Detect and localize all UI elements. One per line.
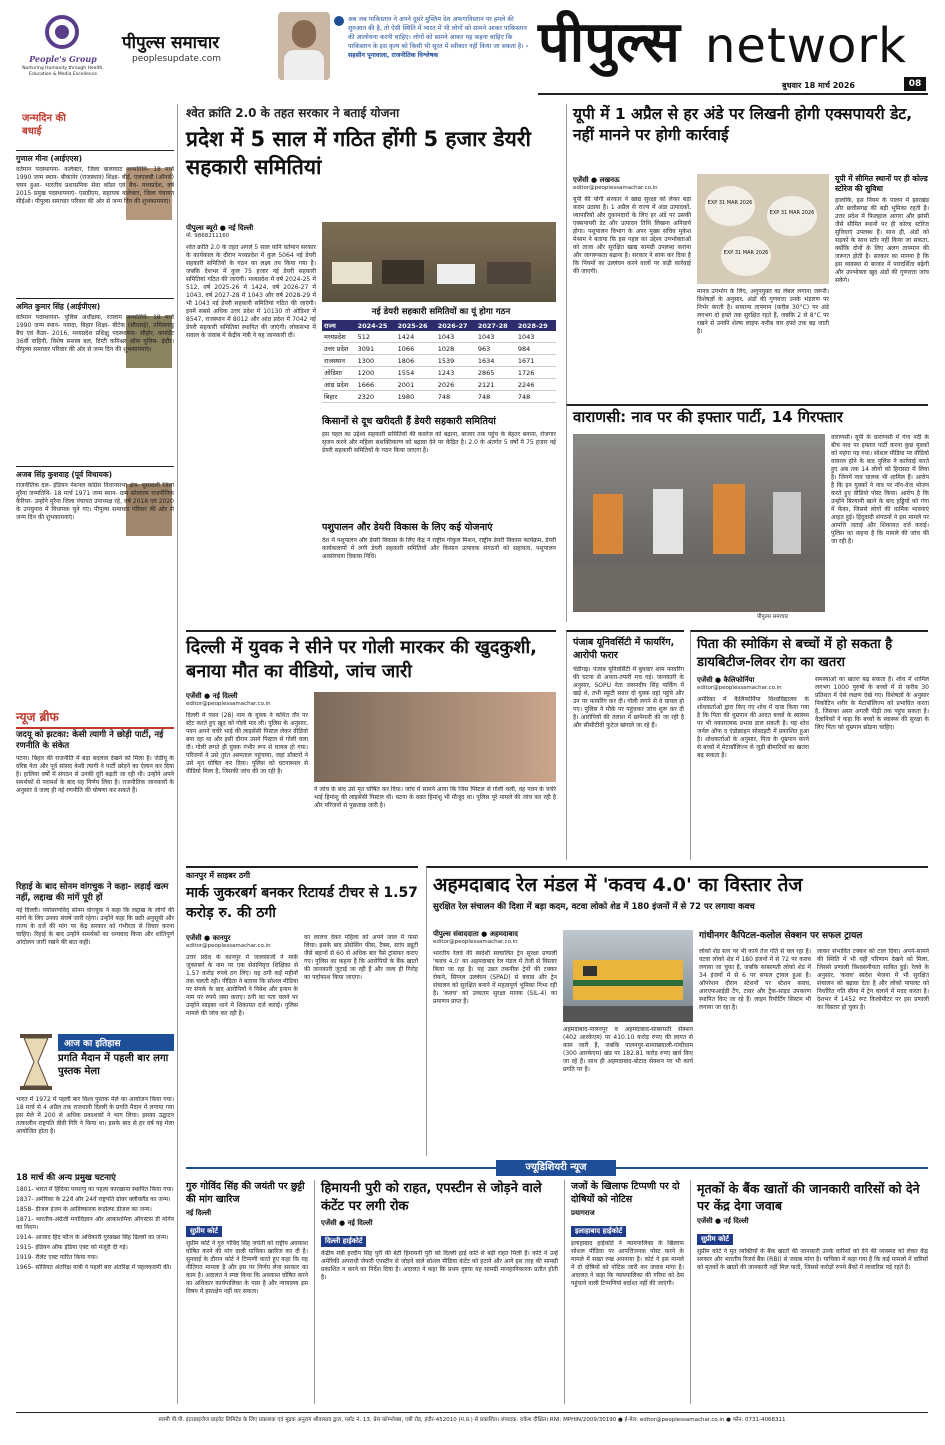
table-cell: 1243 [436,367,476,379]
table-cell: बिहार [322,391,356,403]
table-cell: 1300 [356,355,396,367]
table-cell: 2026 [436,379,476,391]
dairy-headline: प्रदेश में 5 साल में गठित होंगी 5 हजार डेयरी सहकारी समितियां [186,127,531,179]
group-logo-icon [42,12,82,52]
footer [16,1412,928,1430]
judiciary-headline: मृतकों के बैंक खातों की जानकारी वारिसों को देने पर केंद्र देगा जवाब [697,1181,920,1213]
dairy-byline [186,224,316,241]
quote-author-photo [278,12,330,80]
kavach-sidebar [699,930,929,1152]
eggs-side-body: हालांकि, इस नियम के पालन में झारखंड और छत्तीसगढ़ की बड़ी भूमिका रहती है। उत्तर प्रदेश में फिलहाल आगरा और झांसी जैसे सीमित स्थानों पर ही कोल्ड स्टोरेज सुविधाएं उपलब्ध हैं। साथ ही, अंडों को सड़कों के साथ स्टोर नहीं किया जा सकता, क्योंकि दोनों के लिए अलग तापमान की जरूरत होती है। सरकार का मानना है कि इस व्यवस्था से बाजार में पारदर्शिता बढ़ेगी और उपभोक्ता खुद अंडों की गुणवत्ता जांच सकेंगे। [835,197,929,284]
dairy-sub2 [322,522,556,622]
birthday-title: जन्मदिन की बधाई [22,113,66,137]
egg: EXP 31 MAR 2026 [721,236,771,276]
table-cell: 2246 [516,379,556,391]
smoking-body-2: समस्याओं का खतरा बढ़ सकता है। शोध में शामिल लगभग 1000 पुरुषों के बच्चों में से करीब 30 प्रतिशत में ऐसे लक्षण देखे गए। विशेषज्ञों के अनुसार निकोटिन शरीर के मेटाबॉलिज्म को प्रभावित करता है, जिसका असर अगली पीढ़ी तक पहुंच सकता है। वैज्ञानिकों ने कहा कि बच्चों के स्वास्थ्य की सुरक्षा के लिए पिता को धूम्रपान छोड़ना चाहिए। [815,676,929,731]
quote-mark-icon [334,16,344,26]
table-row [322,355,556,367]
history-events-list [16,1186,174,1402]
delhi-story [186,630,556,860]
birthday-person-name: अमित कुमार सिंह (आईपीएस) [16,302,101,311]
judiciary-body: सुप्रीम कोर्ट ने गुरु गोविंद सिंह जयंती को राष्ट्रीय अवकाश घोषित करने की मांग वाली याचिका खारिज कर दी है। सुनवाई के दौरान कोर्ट ने टिप्पणी करते हुए कहा कि यह नीतिगत मामला है और इस पर निर्णय लेना सरकार का काम है। अदालत ने स्पष्ट किया कि अवकाश घोषित करने का अधिकार कार्यपालिका के पास है और न्यायालय इस विषय में हस्तक्षेप नहीं कर सकता। [186,1240,308,1295]
table-cell: 1554 [396,367,436,379]
delhi-email[interactable]: editor@peoplessamachar.co.in [186,701,271,707]
dairy-sub1-headline: किसानों से दूध खरीदती हैं डेयरी सहकारी समितियां [322,416,496,427]
table-cell: 1666 [356,379,396,391]
table-cell: 512 [356,331,396,343]
delhi-headline: दिल्ली में युवक ने सीने पर गोली मारकर की खुदकुशी, बनाया मौत का वीडियो, जांच जारी [186,637,538,682]
punjab-headline: पंजाब यूनिवर्सिटी में फायरिंग, आरोपी फरार [573,637,675,661]
dairy-sub1 [322,416,556,516]
birthday-person-name: अजब सिंह कुशवाह (पूर्व विधायक) [16,470,113,479]
history-event: 1915- इंडियन ऑफ इंडिया एक्ट को मंजूरी दी गई। [16,1244,128,1251]
kavach-email[interactable]: editor@peoplessamachar.co.in [433,939,518,945]
kavach-side-body-2: लाकर संभावित टक्कर को टाल दिया। अपने-सामने की स्थिति में भी यही परिणाम देखने को मिला, जिससे प्रणाली विश्वसनीयता साबित हुई। रेलवे के अनुसार, 'कवच' स्वदेश भेजना में भी सुरक्षित संचालन को बढ़ावा देता है और लोको पायलट को निर्धारित गति सीमा में ट्रेन चलाने में मदद करता है। देशभर में 1452 रूट किलोमीटर पर इस प्रणाली का विस्तार हो चुका है। [817,948,929,1011]
smoking-email[interactable]: editor@peoplessamachar.co.in [697,685,782,691]
dairy-story [186,104,556,624]
judiciary-item-1 [186,1180,308,1404]
delhi-byline-block [186,692,308,709]
history-event: 1871- भारतीय-अंग्रेजी मनोविज्ञान और आकाशमिक ऑगस्टस डी मोर्गन का निधन। [16,1216,174,1231]
table-cell: 748 [436,391,476,403]
history-section [16,1032,174,1404]
judiciary-court-tag: दिल्ली हाईकोर्ट [321,1236,366,1247]
kavach-byline: पीपुल्स संवाददाता ● अहमदाबाद [433,930,518,938]
kanpur-story [186,866,418,1156]
kavach-photo [563,930,693,1022]
judiciary-headline: जजों के खिलाफ टिप्पणी पर दो दोषियों को नोटिस [571,1181,680,1205]
birthday-person-name: गुणाल मीना (आईएएस) [16,154,82,163]
dairy-sub2-body: देश में पशुपालन और डेयरी विकास के लिए केंद्र ने राष्ट्रीय गोकुल मिशन, राष्ट्रीय डेयरी विकास कार्यक्रम, डेयरी कार्यकलापों में लगी डेयरी सहकारी समितियों और किसान उत्पादक संगठनों को सहायता, पशुपालन अवसंरचना विकास निधि। [322,537,556,560]
dairy-mobile: मो. 9868211160 [186,233,230,239]
kavach-subhead: सुरक्षित रेल संचालन की दिशा में बड़ा कदम, वटवा लोको शेड में 180 इंजनों में से 72 पर लगाया कवच [433,902,755,912]
table-header: 2028-29 [516,320,556,331]
masthead [0,0,945,100]
birthday-divider [16,150,174,151]
kanpur-email[interactable]: editor@peoplessamachar.co.in [186,943,271,949]
judiciary-headline: हिमायनी पुरी को राहत, एपस्टीन से जोड़ने वाले कंटेंट पर लगी रोक [321,1181,542,1214]
left-sidebar [16,104,178,1404]
table-header-row [322,320,556,331]
kavach-body: भारतीय रेलवे की स्वदेशी स्वचालित ट्रेन सुरक्षा प्रणाली 'कवच 4.0' का अहमदाबाद रेल मंडल में तेजी से विस्तार किया जा रहा है। यह उन्नत तकनीक ट्रेनों की टक्कर रोकने, सिग्नल उल्लंघन (SPAD) से बचाव और ट्रेन संचालन को सुरक्षित बनाने में महत्वपूर्ण भूमिका निभा रही है। 'कवच' को उच्चतम सुरक्षा मानक (SIL-4) का प्रमाणन प्राप्त है। [433,950,557,1005]
table-header: 2024-25 [356,320,396,331]
birthday-person-bio: वर्तमान पदस्थापना- पुलिस अधीक्षक, रतलाम जन्मतिथि- 18 मार्च 1990 जन्म स्थान- नवादा, बिहार शिक्षा- बीटेक (सीएसई), तमिलनाडु बैच एवं कैडर- 2016, मध्यप्रदेश प्रशिक्षु पदस्थापना- सीहोर, कमांडेंट 36वीं वाहिनी, विशेष सशस्त्र बल, डिप्टी कमिश्नर ऑफ पुलिस- इंदौर। पीपुल्स समाचार परिवार की ओर से जन्म दिन की शुभकामनाएं। [16,314,174,353]
eggs-story [566,104,928,434]
eggs-photo [697,174,829,284]
date: बुधवार 18 मार्च 2026 [782,81,855,90]
history-body: भारत में 1972 में पहली बार विश्व पुस्तक मेले का आयोजन किया गया। 18 मार्च से 4 अप्रैल तक राजधानी दिल्ली के प्रगति मैदान में लगाया गया इस मेले में 200 से अधिक प्रकाशकों ने भाग लिया। इसका उद्घाटन तत्कालीन राष्ट्रपति वीवी गिरि ने किया था। इसके बाद से हर वर्ष यह मेला आयोजित होता है। [16,1096,174,1135]
birthday-person-bio: वर्तमान पदस्थापना- कलेक्टर, जिला बालाघाट जन्मतिथि- 18 मार्च 1990 जन्म स्थान- बीकानेर (राजस्थान) शिक्षा- बीई, एलएलबी (ऑनर्स) चयन हुआ- भारतीय प्रशासनिक सेवा कॉडर एवं बैच- मध्यप्रदेश, वर्ष 2015 प्रमुख पदस्थापनाएं- एसडीएम, सहायक कलेक्टर, जिला पंचायत सीईओ। पीपुल्स समाचार परिवार की ओर से जन्म दिन की शुभकामनाएं। [16,166,174,205]
masthead-rule [538,93,928,95]
history-event: 1801- भारत में हिंदिया परमाणु का पहला कारखाना स्थापित किया गया। [16,1186,174,1193]
eggs-body: यूपी की योगी सरकार ने खाद्य सुरक्षा को लेकर बड़ा कदम उठाया है। 1 अप्रैल से राज्य में अंडा उत्पादकों, व्यापारियों और दुकानदारों के लिए हर अंडे पर उसकी एक्सपायरी डेट और उत्पादन तिथि लिखना अनिवार्य होगा। पशुपालन विभाग के अपर मुख्य सचिव मुकेश मेश्राम ने बताया कि इस पहल का उद्देश्य उपभोक्ताओं को ताजा और सुरक्षित खाद्य सामग्री उपलब्ध कराना और जागरूकता बढ़ाना है। सरकार ने साफ कर दिया है कि नियमों का उल्लंघन करने वालों पर कड़ी कार्रवाई की जाएगी। [573,196,691,275]
group-tagline: Nurturing Humanity through Health, Education & Media Excellence [22,66,104,77]
judiciary-court-tag: इलाहाबाद हाईकोर्ट [571,1226,626,1237]
kanpur-body-2: का लालच देकर महिला को अपने जाल में फंसा लिया। इसके बाद प्रोसेसिंग फीस, टैक्स, स्टांप ड्यूटी जैसे बहानों से 60 से अधिक बार पैसे ट्रांसफर कराए गए। पुलिस का कहना है कि आरोपियों के बैंक खातों की जानकारी जुटाई जा रही है और जल्द ही गिरोह का पर्दाफाश किया जाएगा। [304,934,418,981]
table-row [322,367,556,379]
judiciary-headline: गुरु गोविंद सिंह की जयंती पर छुट्टी की मांग खारिज [186,1181,305,1205]
brief-headline: रिहाई के बाद सोनम वांगचुक ने कहा- लड़ाई खत्म नहीं, लद्दाख की मांगें पूरी हों [16,882,169,903]
brief-item [16,882,174,1028]
table-cell: उत्तर प्रदेश [322,343,356,355]
delhi-photo [314,692,556,782]
dairy-table-title: नई डेयरी सहकारी समितियों का यूं होगा गठन [371,307,511,317]
table-cell: ओडिशा [322,367,356,379]
hourglass-icon [16,1032,56,1092]
punjab-body: चंडीगढ़। पंजाब यूनिवर्सिटी में बुधवार शाम फायरिंग की घटना से अफरा-तफरी मच गई। जानकारी के अनुसार, SOPU नेता जसनदीप सिंह पार्किंग में खड़े थे, तभी स्कूटी सवार दो युवक वहां पहुंचे और उन पर फायरिंग कर दी। गोली लगने से वे घायल हो गए। पुलिस ने मौके पर पहुंचकर जांच शुरू कर दी है। आरोपियों की तलाश में छापेमारी की जा रही है और सीसीटीवी फुटेज खंगाले जा रहे हैं। [573,666,684,729]
dairy-sub2-headline: पशुपालन और डेयरी विकास के लिए कई योजनाएं [322,522,493,533]
brief-body: पटना। बिहार की राजनीति में बड़ा बदलाव देखने को मिला है। जेडीयू के वरिष्ठ नेता और पूर्व सांसद केसी त्यागी ने पार्टी छोड़ने का ऐलान कर दिया है। हालिया वर्षों में संगठन से उनकी दूरी बढ़ती जा रही थी। उन्होंने अपने समर्थकों से परामर्श के बाद यह निर्णय लिया है। राजनीतिक जानकारों के अनुसार वे जल्द ही नई रणनीति की घोषणा कर सकते हैं। [16,755,174,794]
table-cell: 1671 [516,355,556,367]
judiciary-band [186,1160,928,1176]
table-cell: 1424 [396,331,436,343]
judiciary-band-title: ज्यूडिशियरी न्यूज [496,1160,616,1176]
history-event: 1965- सोवियत अंतरिक्ष यात्री ने पहली बार अंतरिक्ष में चहलकदमी की। [16,1264,172,1271]
table-cell: 1980 [396,391,436,403]
table-header: 2027-28 [476,320,516,331]
table-header: 2025-26 [396,320,436,331]
brand-english: network [705,18,907,74]
dairy-body: श्वेत क्रांति 2.0 के तहत अगले 5 साल यानि वर्तमान सरकार के कार्यकाल के दौरान मध्यप्रदेश में कुल 5064 नई डेयरी सहकारी समितियों के गठन का लक्ष्य तय किया गया है। जबकि देशभर में कुल 75 हजार नई डेयरी सहकारी समितियां गठित की जाएंगी। मध्यप्रदेश में वर्ष 2024-25 में 512, वर्ष 2025-26 में 1424, वर्ष 2026-27 में 1043, वर्ष 2027-28 में 1043 और वर्ष 2028-29 में भी 1043 नई डेयरी सहकारी समितियां गठित की जाएंगी। इनमें सबसे अधिक उत्तर प्रदेश में 10130 तो ओडिशा में 8547, राजस्थान में 8012 और आंध्र प्रदेश में 7042 नई डेयरी सहकारी समितियां स्थापित की जाएंगी। लोकसभा में सवाल के जवाब में केंद्रीय मंत्री ने यह जानकारी दी। [186,244,316,339]
table-cell: राजस्थान [322,355,356,367]
table-header: 2026-27 [436,320,476,331]
page-number: 08 [904,77,926,91]
table-cell: 2121 [476,379,516,391]
history-event: 1837- अमेरिका के 22वें और 24वें राष्ट्रपति ग्रोवर क्लीवलैंड का जन्म। [16,1196,171,1203]
judiciary-item-3 [564,1180,684,1404]
table-cell: 984 [516,343,556,355]
birthday-section [16,104,174,704]
kanpur-kicker: कानपुर में साइबर ठगी [186,871,251,880]
kavach-headline: अहमदाबाद रेल मंडल में 'कवच 4.0' का विस्तार तेज [433,874,803,896]
smoking-body: अमेरिका में कैलिफोर्निया विश्वविद्यालय के शोधकर्ताओं द्वारा किए गए शोध में दावा किया गया है कि पिता की धूम्रपान की आदत बच्चों के स्वास्थ्य पर भी नकारात्मक प्रभाव डाल सकती है। यह शोध जर्नल ऑफ द एंडोक्राइन सोसाइटी में प्रकाशित हुआ है। शोधकर्ताओं के अनुसार, पिता के धूम्रपान करने से बच्चों में मेटाबॉलिज्म से जुड़ी बीमारियों का खतरा बढ़ सकता है। [697,696,809,759]
table-cell: 1028 [436,343,476,355]
table-row [322,331,556,343]
judiciary-item-4 [690,1180,928,1404]
history-title: आज का इतिहास [58,1034,174,1051]
kanpur-body: उत्तर प्रदेश के कानपुर में जालसाजों ने मार्क जुकरबर्ग के नाम पर एक सेवानिवृत्त शिक्षिका से 1.57 करोड़ रुपये ठग लिए। यह ठगी कई महीनों तक चलती रही। पीड़िता ने बताया कि सोशल मीडिया पर संपर्क के बाद आरोपियों ने निवेश और इनाम के नाम पर रुपये जमा कराए। ठगी का पता चलने पर उन्होंने साइबर थाने में शिकायत दर्ज कराई। पुलिस मामले की जांच कर रही है। [186,954,298,1017]
table-cell: मध्यप्रदेश [322,331,356,343]
table-cell: 2001 [396,379,436,391]
dairy-photo [322,222,556,302]
table-cell: आंध्र प्रदेश [322,379,356,391]
kanpur-byline-block [186,934,298,951]
delhi-body-2: ने जांच के बाद उसे मृत घोषित कर दिया। जांच में सामने आया कि जिस पिस्टल से गोली चली, वह पवन के चचेरे भाई हिमांशु की लाइसेंसी पिस्टल थी। घटना के वक्त हिमांशु भी मौजूद था। पुलिस पूरे मामले की जांच कर रही है और परिजनों से पूछताछ जारी है। [314,786,556,809]
judiciary-byline: नई दिल्ली [186,1209,212,1217]
brief-item [16,730,174,880]
history-event: 1919- रौलेट एक्ट पारित किया गया। [16,1254,98,1261]
egg: EXP 31 MAR 2026 [767,196,817,236]
table-row [322,343,556,355]
group-logo [18,12,108,92]
history-event: 1914- आजाद हिंद फौज के अधिकारी गुरबख्श सिंह ढिल्लों का जन्म। [16,1234,169,1241]
varanasi-body: वाराणसी। यूपी के वाराणसी में गंगा नदी के बीच नाव पर इफ्तार पार्टी करना कुछ युवकों को महंगा पड़ गया। सोशल मीडिया पर वीडियो वायरल होने के बाद पुलिस ने कार्रवाई करते हुए अब तक 14 लोगों को हिरासत में लिया है। जिनमें नाव चालक भी शामिल हैं। आरोप है कि इन युवकों ने नाव पर नॉन-वेज भोजन करते हुए वीडियो पोस्ट किया। आरोप है कि उन्होंने बिरयानी खाने के बाद हड्डियों को गंगा में फेंका, जिससे लोगों की धार्मिक भावनाएं आहत हुई। हिंदूवादी संगठनों ने इस मामले पर आपत्ति जताई और शिकायत दर्ज कराई। पुलिस का कहना है कि मामले की जांच की जा रही है। [831,434,929,545]
punjab-story [566,630,684,860]
judiciary-court-tag: सुप्रीम कोर्ट [697,1234,733,1245]
birthday-divider [16,466,174,467]
history-headline: प्रगति मैदान में पहली बार लगा पुस्तक मेला [58,1053,169,1077]
brief-headline: जदयू को झटका: केसी त्यागी ने छोड़ी पार्टी, नई रणनीति के संकेत [16,730,164,751]
judiciary-byline: प्रयागराज [571,1209,595,1217]
quote-text [348,15,530,85]
birthday-person-3 [16,470,174,696]
kavach-story [426,866,928,1156]
news-brief-title: न्यूज ब्रीफ [16,708,174,729]
table-row [322,379,556,391]
news-brief-section [16,708,174,1028]
kavach-byline-block [433,930,557,947]
judiciary-court-tag: सुप्रीम कोर्ट [186,1226,222,1237]
quote-body: अब जब पाकिस्तान ने अपने दूसरे मुस्लिम देश अफगानिस्तान पर हमले की शुरुआत की है, तो ऐसी स्थिति में भारत में भी लोगों को सामने आकर पाकिस्तान की आलोचना करनी चाहिए। लोगों को सामने आकर यह कहना चाहिए कि पाकिस्तान के इस कृत्य को किसी भी सूरत में स्वीकार नहीं किया जा सकता है। [348,16,527,50]
dairy-kicker: श्वेत क्रांति 2.0 के तहत सरकार ने बताई योजना [186,106,400,120]
table-cell: 1043 [436,331,476,343]
dairy-table [322,320,556,403]
varanasi-story [566,404,928,622]
delhi-body: दिल्ली में पवन (28) नाम के युवक ने कथित तौर पर स्टेट करते हुए खुद को गोली मार ली। पुलिस के अनुसार, पवन अपने चचेरे भाई की लाइसेंसी पिस्टल लेकर वीडियो बना रहा था और इसी दौरान उसने पिस्टल से गोली चला दी। गोली लगते ही युवक गंभीर रूप से घायल हो गया। परिजनों ने उसे तुरंत अस्पताल पहुंचाया, जहां डॉक्टरों ने उसे मृत घोषित कर दिया। पुलिस को घटनास्थल से वीडियो मिला है, जिसकी जांच की जा रही है। [186,712,308,775]
table-cell: 1806 [396,355,436,367]
paper-name: पीपुल्स समाचार [122,33,220,53]
eggs-side-headline: यूपी में सीमित स्थानों पर ही कोल्ड स्टोरेज की सुविधा [835,174,928,193]
table-cell: 1043 [516,331,556,343]
delhi-byline: एजेंसी ● नई दिल्ली [186,692,238,700]
eggs-headline: यूपी में 1 अप्रैल से हर अंडे पर लिखनी होगी एक्सपायरी डेट, नहीं मानने पर होगी कार्रवाई [573,105,913,144]
judiciary-body: सुप्रीम कोर्ट ने मृत व्यक्तियों के बैंक खातों की जानकारी उनके वारिसों को देने की व्यवस्था को लेकर केंद्र सरकार और भारतीय रिजर्व बैंक (RBI) से जवाब मांगा है। याचिका में कहा गया है कि कई मामलों में वारिसों को मृतकों के खातों की जानकारी नहीं मिल पाती, जिससे करोड़ों रुपये बैंकों में लावारिस पड़े रहते हैं। [697,1248,928,1271]
varanasi-headline: वाराणसी: नाव पर की इफ्तार पार्टी, 14 गिरफ्तार [573,408,843,426]
table-cell: 2320 [356,391,396,403]
history-events-title: 18 मार्च की अन्य प्रमुख घटनाएं [16,1173,116,1183]
smoking-byline: एजेंसी ● कैलिफोर्निया [697,676,755,684]
eggs-sidebar [835,174,929,392]
eggs-body-2: मानव उपभोग के लिए, अनुपयुक्त का लेबल लगाना जरूरी। विशेषज्ञों के अनुसार, अंडों की गुणवत्ता उनके भंडारण पर निर्भर करती है। सामान्य तापमान (करीब 30°C) पर अंडे लगभग दो हफ्ते तक सुरक्षित रहते हैं, जबकि 2 से 8°C पर रखने से उनकी शेल्फ लाइफ करीब चार हफ्ते तक बढ़ जाती है। [697,288,829,335]
smoking-byline-block [697,676,809,693]
history-event: 1858- डीजल इंजन के आविष्कारक रूडोल्फ डीजल का जन्म। [16,1206,152,1213]
group-name: People's Group [29,54,97,64]
varanasi-photo [573,434,825,612]
table-cell: 2865 [476,367,516,379]
kavach-side-body: लोको शेड स्तर पर भी कार्य तेज गति से चल रहा है। वटवा लोको शेड में 180 इंजनों में से 72 पर कवच लगाया जा चुका है, जबकि साबरमती लोको शेड में 34 इंजनों में से 6 पर सफल ट्रायल हुआ है। ऑपरेशन दौरान स्टेशनों पर स्टेशन कवच, आरएफआईडी टैग, टावर और ट्रैक-साइड उपकरण स्थापित किए जा रहे हैं। लाइन रिपोर्टिंग सिस्टम भी लगाया जा रहा है। [699,948,811,1011]
judiciary-body: केंद्रीय मंत्री हरदीप सिंह पुरी की बेटी हिमायनी पुरी को दिल्ली हाई कोर्ट से बड़ी राहत मिली है। कोर्ट ने उन्हें अमेरिकी अपराधी जेफरी एपस्टीन से जोड़ने वाले सोशल मीडिया कंटेंट को हटाने और आगे इस तरह की सामग्री प्रकाशित न करने का निर्देश दिया है। अदालत ने कहा कि प्रथम दृष्टया यह सामग्री मानहानिकारक प्रतीत होती है। [321,1250,558,1281]
dairy-sub1-body: इस पहल का उद्देश्य सहकारी समितियों की कवरेज को बढ़ाना, बाजार तक पहुंच के बेहतर बनाना, रोजगार सृजन करने और महिला सशक्तिकरण को बढ़ावा देने पर केंद्रित है। 2.0 के अंतर्गत 5 वर्षों में 75 हजार नई डेयरी सहकारी समितियों के गठन किया जाएगा है। [322,431,556,454]
kavach-body-2: अहमदाबाद-पालनपुर व अहमदाबाद-साबरमती सेक्शन (402 आरकेएम) पर 410.10 करोड़ रुपए की लागत से काम जारी है, जबकि पालनपुर-सामाखयाली-गांधीधाम (300 आरकेएम) खंड पर 182.81 करोड़ रुपए खर्च किए जा रहे हैं। साथ ही अहमदाबाद-बोटाद सेक्शन पर भी कार्य प्रगति पर है। [563,1026,693,1073]
footer-imprint: स्वामी पी.पी. इंटरप्राइजेज प्राइवेट लिमिटेड के लिए प्रकाशक एवं मुद्रक अनुराग श्रीवास्तव द्वारा, प्लॉट नं. 13, प्रेस कॉम्प्लेक्स, एबी रोड, इंदौर-452010 (म.प्र.) से प्रकाशित। संपादक: राकेश दीक्षित। RNI: MPHIN/2009/30190 ● ई-मेल: editor@peoplessamachar.co.in ● फोन: 0731-4068311 [158,1417,786,1423]
table-cell: 1539 [436,355,476,367]
birthday-divider [16,298,174,299]
kavach-side-headline: गांधीनगर कैपिटल-कलोल सेक्शन पर सफल ट्रायल [699,931,863,941]
smoking-story [690,630,928,860]
judiciary-byline: एजेंसी ● नई दिल्ली [697,1217,749,1225]
eggs-email[interactable]: editor@peoplessamachar.co.in [573,185,658,191]
birthday-person-1 [16,154,174,296]
judiciary-body: इलाहाबाद हाईकोर्ट ने न्यायपालिका के खिलाफ सोशल मीडिया पर आपत्तिजनक पोस्ट करने के मामले में सख्त रुख अपनाया है। कोर्ट ने इस मामले में दो दोषियों को नोटिस जारी कर जवाब मांगा है। अदालत ने कहा कि न्यायपालिका की गरिमा को ठेस पहुंचाने वाली टिप्पणियां बर्दाश्त नहीं की जाएंगी। [571,1240,684,1287]
eggs-byline-block [573,176,691,193]
birthday-person-bio: राजनीतिक दल- इंडियन नेशनल कांग्रेस विधानसभा क्षेत्र- सुमावली जिला मुरैना जन्मतिथि- 18 मार्च 1971 जन्म स्थान- ग्राम कोलारस राजनीतिक कैरियर- उन्होंने मुरैना जिला पंचायत उपाध्यक्ष रहे, वर्ष 2018 एवं 2020 के उपचुनाव में विधायक चुने गए। पीपुल्स समाचार परिवार की ओर से जन्म दिन की शुभकामनाएं। [16,482,174,521]
quote-author: - सहसीन पूनावाला, राजनीतिक विश्लेषक [348,43,529,59]
kanpur-byline: एजेंसी ● कानपुर [186,934,231,942]
kanpur-headline: मार्क जुकरबर्ग बनकर रिटायर्ड टीचर से 1.57 करोड़ रु. की ठगी [186,885,418,921]
website[interactable]: peoplesupdate.com [132,54,221,64]
birthday-person-2 [16,302,174,462]
brief-body: नई दिल्ली। पर्यावरणविद् सोनम वांगचुक ने कहा कि लद्दाख के लोगों की मांगों के लिए उनका संघर्ष जारी रहेगा। उन्होंने कहा कि छठी अनुसूची और राज्य के दर्जे की मांग पर केंद्र सरकार को गंभीरता से विचार करना चाहिए। रिहाई के बाद उन्होंने समर्थकों का धन्यवाद किया और शांतिपूर्ण आंदोलन जारी रखने की बात कही। [16,907,174,946]
dairy-byline-text: पीपुल्स ब्यूरो ● नई दिल्ली [186,224,254,232]
judiciary-byline: एजेंसी ● नई दिल्ली [321,1219,373,1227]
egg: EXP 31 MAR 2026 [705,186,755,226]
varanasi-credit: पीपुल्स समाचार [757,614,789,620]
table-cell: 748 [476,391,516,403]
judiciary-item-2 [314,1180,558,1404]
table-cell: 963 [476,343,516,355]
table-row [322,391,556,403]
smoking-headline: पिता की स्मोकिंग से बच्चों में हो सकता है डायबिटीज-लिवर रोग का खतरा [697,637,893,670]
table-cell: 3091 [356,343,396,355]
eggs-byline: एजेंसी ● लखनऊ [573,176,620,184]
table-cell: 1066 [396,343,436,355]
table-cell: 1200 [356,367,396,379]
table-cell: 1634 [476,355,516,367]
table-cell: 1043 [476,331,516,343]
table-cell: 1726 [516,367,556,379]
table-header: राज्य [322,320,356,331]
table-cell: 748 [516,391,556,403]
brand-hindi: पीपुल्स [538,10,680,75]
